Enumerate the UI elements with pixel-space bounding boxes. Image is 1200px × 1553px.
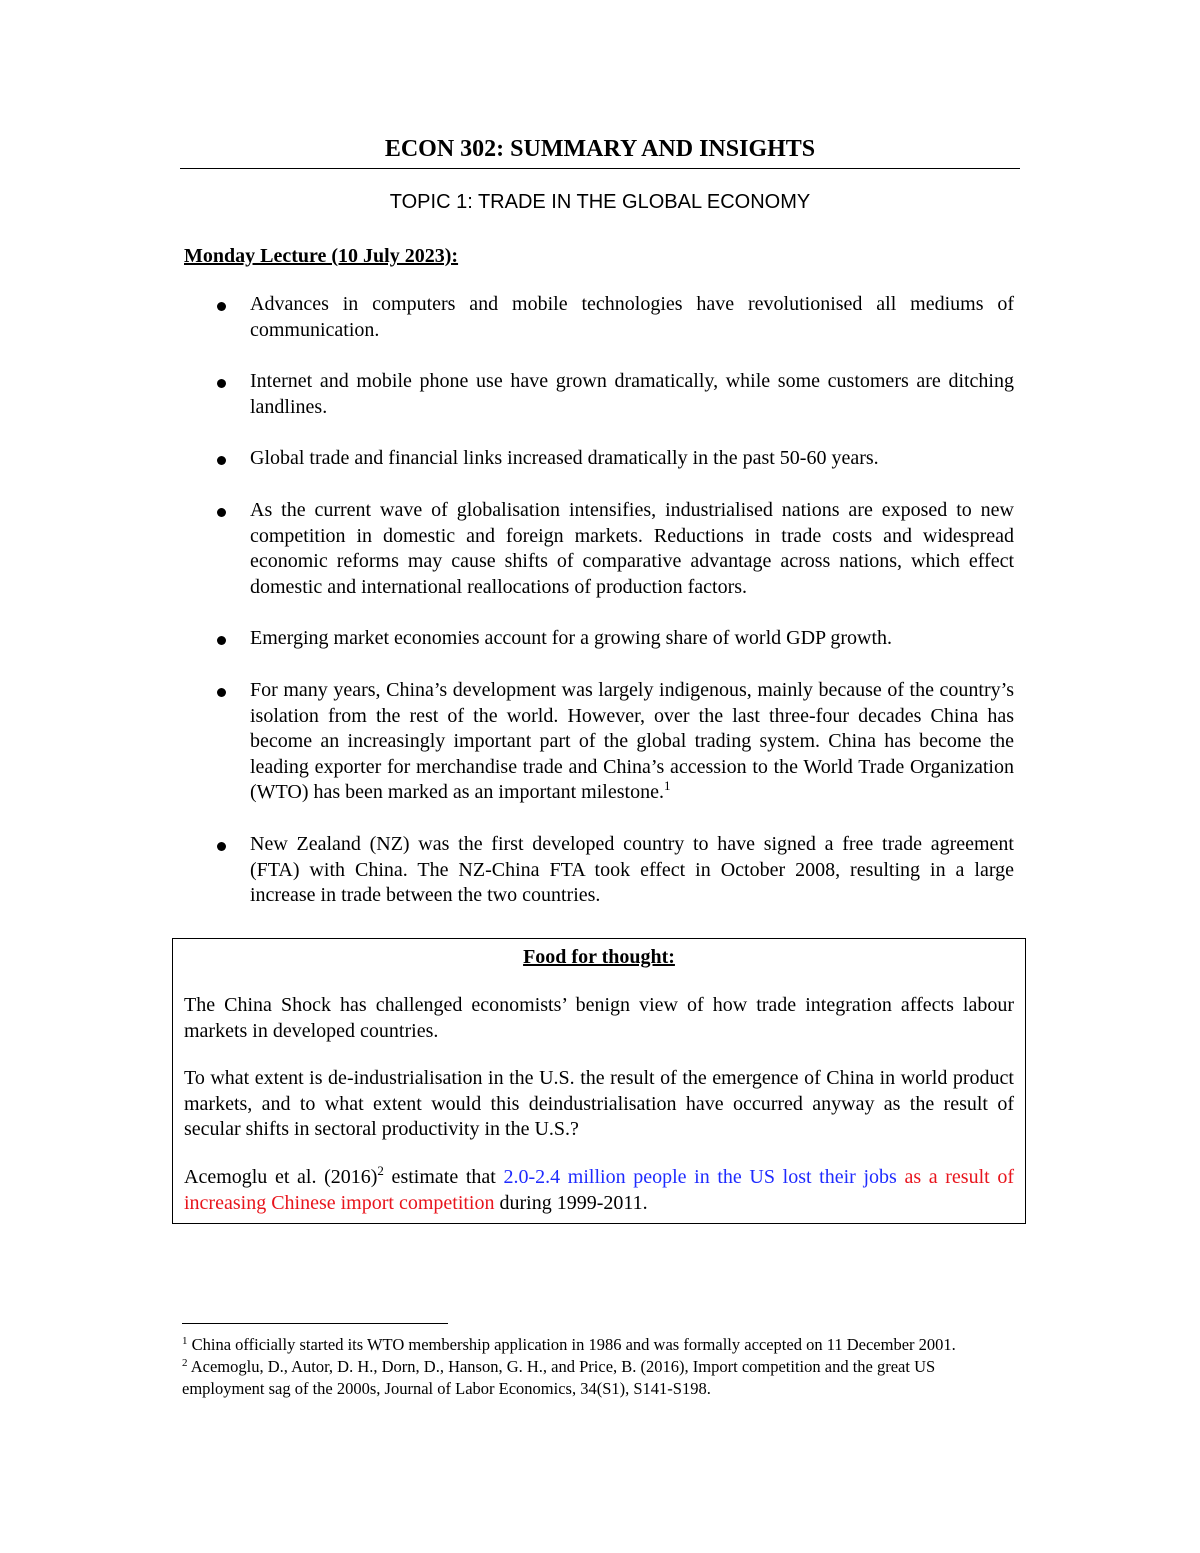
footnote-text: China officially started its WTO membership application in 1986 and was formally accepted on 11 December 2001.	[187, 1335, 956, 1354]
box-paragraph: To what extent is de-industrialisation in the U.S. the result of the emergence of China in world product markets, and to what extent would this deindustrialisation have occurred anyway as the result of secular shifts in sectoral productivity in the U.S.?	[184, 1067, 1014, 1141]
footnote-item	[182, 1334, 1018, 1356]
title-divider	[180, 168, 1020, 169]
document-title: ECON 302: SUMMARY AND INSIGHTS	[384, 136, 816, 162]
box-paragraph: The China Shock has challenged economists’ benign view of how trade integration affects labour markets in developed countries.	[184, 994, 1014, 1042]
footnote-item	[182, 1356, 1018, 1400]
topic-heading: TOPIC 1: TRADE IN THE GLOBAL ECONOMY	[389, 191, 811, 213]
box-content	[184, 939, 1014, 1216]
bullet-text: Advances in computers and mobile technologies have revolutionised all mediums of communication.	[250, 293, 1014, 341]
bullet-item	[184, 678, 1014, 806]
bullet-item	[184, 498, 1014, 600]
footnote-divider	[182, 1323, 448, 1324]
paragraph-text: estimate that	[383, 1165, 504, 1188]
bullet-icon	[217, 456, 226, 465]
bullet-icon	[217, 636, 226, 645]
bullet-text	[250, 679, 1014, 803]
bullet-text: As the current wave of globalisation intensifies, industrialised nations are exposed to new competition in domestic and foreign markets. Reductions in trade costs and widespread economic reforms may cause shifts of comparative advantage across nations, which effect domestic and international reallocations of production factors.	[250, 498, 1014, 598]
bullet-item	[184, 832, 1014, 909]
box-heading: Food for thought:	[523, 946, 675, 968]
bullet-text: New Zealand (NZ) was the first developed country to have signed a free trade agreement (FTA) with China. The NZ-China FTA took effect in October 2008, resulting in a large increase in trade between the two countries.	[250, 832, 1014, 907]
footnote-text: Acemoglu, D., Autor, D. H., Dorn, D., Hanson, G. H., and Price, B. (2016), Import competition and the great US employment sag of the 2000s, Journal of Labor Economics, 34(S1), S141-S198.	[182, 1357, 936, 1398]
footnote-number: 1	[182, 1335, 188, 1347]
bullet-text: Emerging market economies account for a growing share of world GDP growth.	[250, 627, 893, 650]
footnotes	[182, 1334, 1018, 1400]
footnote-reference[interactable]: 2	[377, 1162, 384, 1178]
bullet-icon	[217, 302, 226, 311]
footnote-reference[interactable]: 1	[663, 778, 671, 794]
footnote-number: 2	[182, 1357, 188, 1369]
bullet-item	[184, 626, 1014, 652]
highlight-red-text: as a result of increasing Chinese import competition	[184, 1165, 1015, 1214]
bullet-icon	[217, 688, 226, 697]
section-heading: Monday Lecture (10 July 2023):	[184, 245, 459, 267]
bullet-list	[184, 292, 1014, 935]
bullet-text: Internet and mobile phone use have grown dramatically, while some customers are ditching landlines.	[250, 370, 1014, 418]
bullet-item	[184, 369, 1014, 420]
box-paragraph-citation	[184, 1162, 1015, 1216]
bullet-icon	[217, 842, 226, 851]
food-for-thought-box	[172, 938, 1026, 1224]
citation-text: Acemoglu et al. (2016)	[184, 1165, 378, 1188]
bullet-text-content: For many years, China’s development was largely indigenous, mainly because of the country’s isolation from the rest of the world. However, over the last three-four decades China has become an increasingly important part of the global trading system. China has become the leading exporter for merchandise trade and China’s accession to the World Trade Organization (WTO) has been marked as an important milestone.	[250, 678, 1014, 804]
bullet-item	[184, 446, 1014, 472]
bullet-icon	[217, 379, 226, 388]
bullet-text: Global trade and financial links increased dramatically in the past 50-60 years.	[250, 447, 879, 470]
bullet-icon	[217, 508, 226, 517]
highlight-blue-text: 2.0-2.4 million people in the US lost their jobs	[503, 1165, 897, 1188]
bullet-item	[184, 292, 1014, 343]
paragraph-text: during 1999-2011.	[494, 1191, 648, 1214]
